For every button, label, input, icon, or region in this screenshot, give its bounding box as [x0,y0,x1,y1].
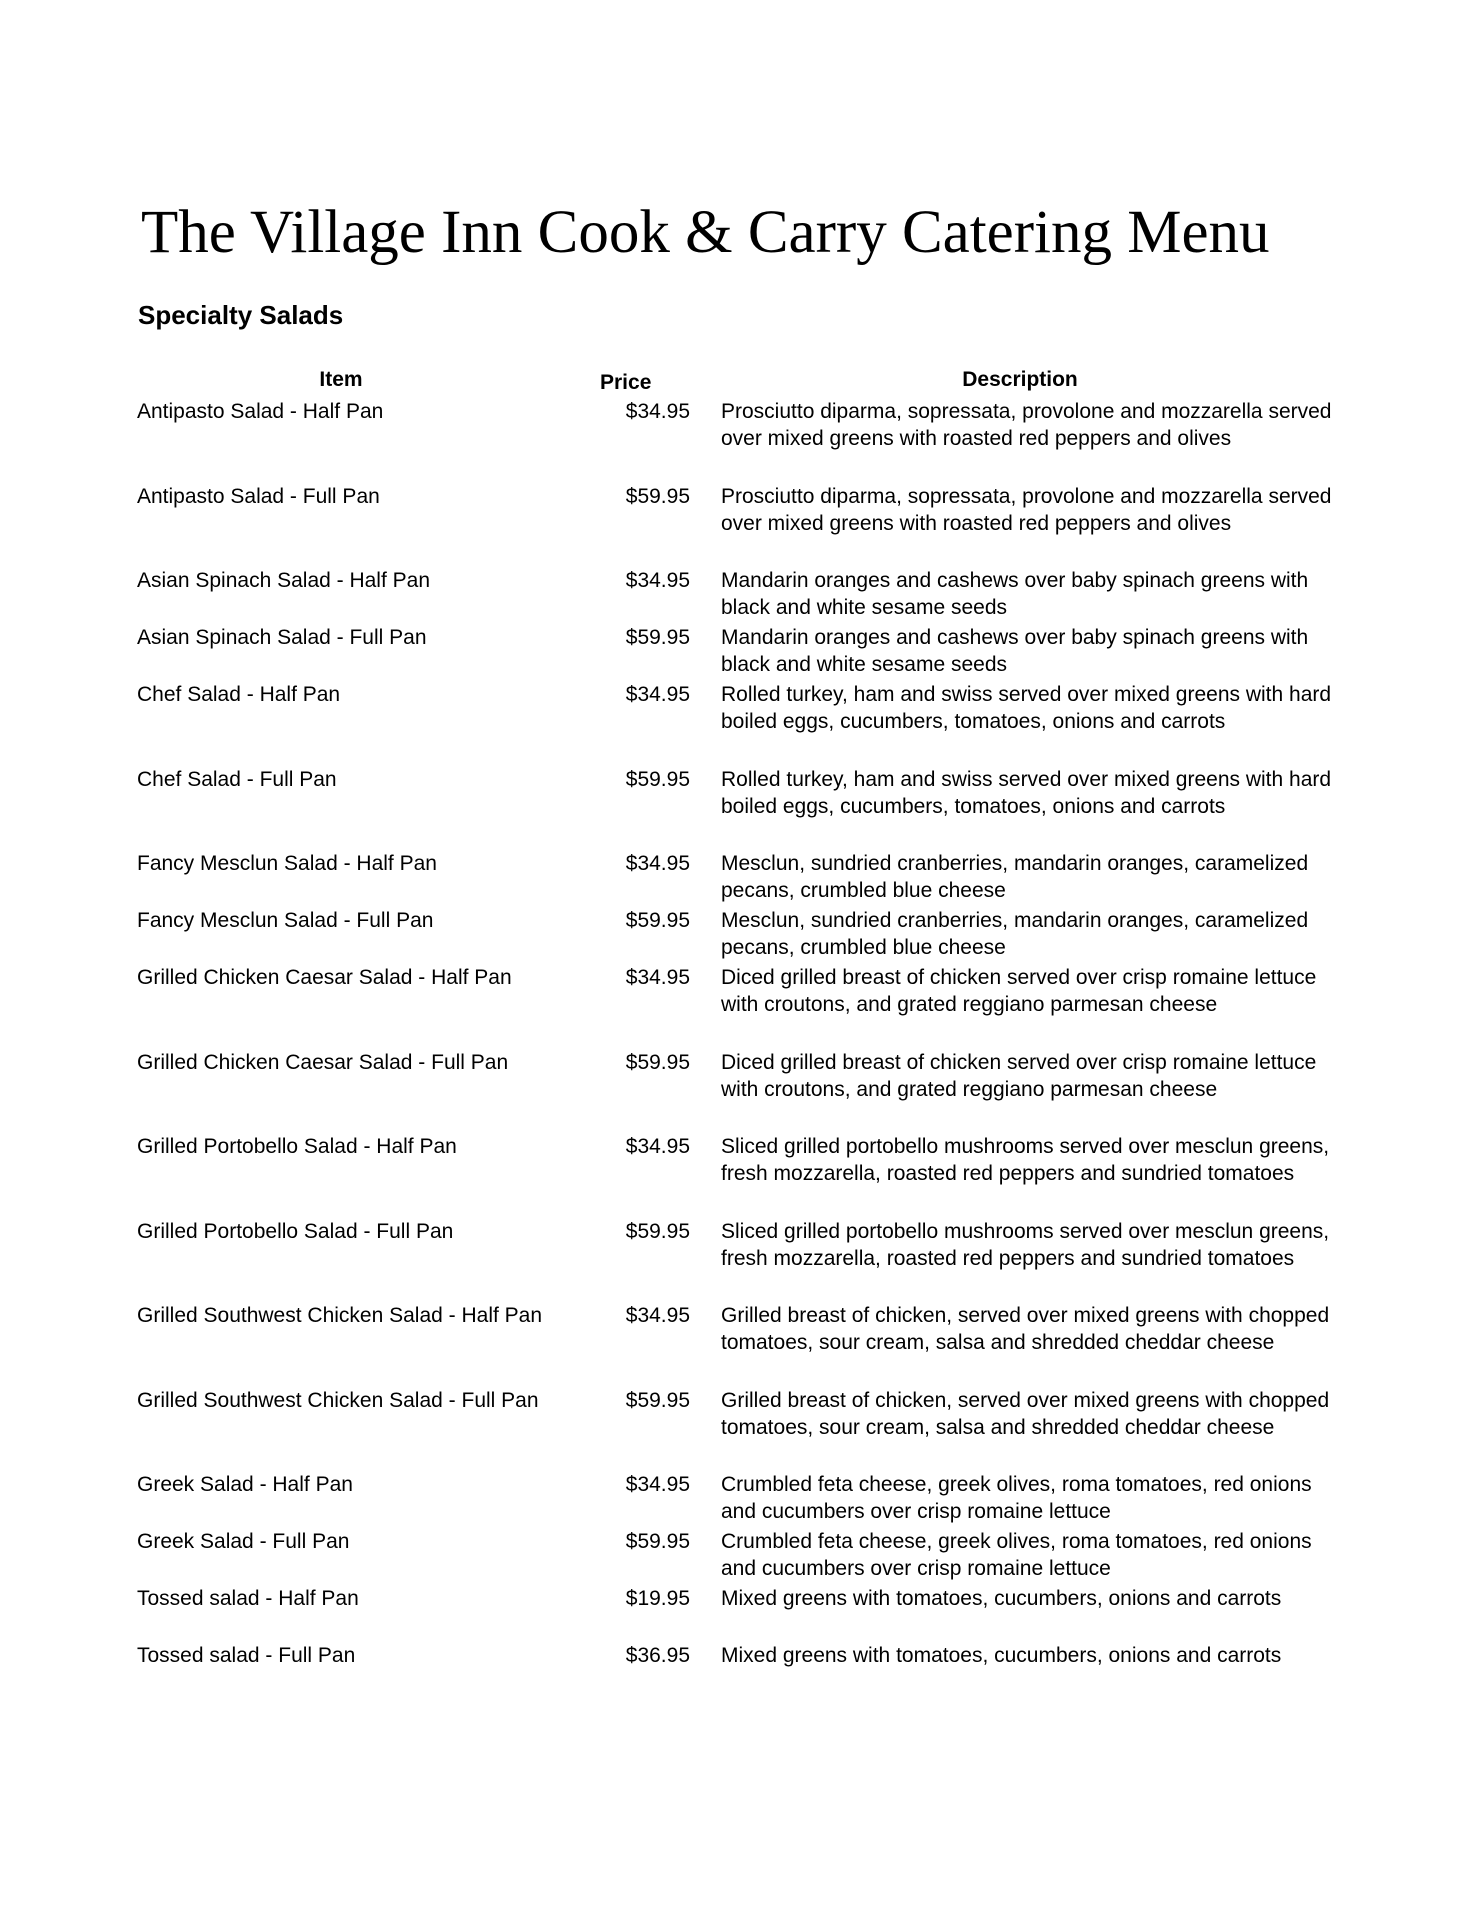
item-name: Asian Spinach Salad - Full Pan [137,626,427,649]
table-row [0,766,1484,851]
item-description: Rolled turkey, ham and swiss served over mixed greens with hard boiled eggs, cucumbers, tomatoes, onions and carrots [721,683,1332,733]
table-row [0,1049,1484,1134]
item-name: Fancy Mesclun Salad - Full Pan [137,909,434,932]
item-name: Tossed salad - Half Pan [137,1587,359,1610]
section-heading: Specialty Salads [138,300,344,330]
item-price: $59.95 [625,484,690,508]
header-price: Price [600,371,652,394]
item-name: Antipasto Salad - Full Pan [137,484,380,508]
item-description: Mandarin oranges and cashews over baby spinach greens with black and white sesame seeds [721,626,1309,676]
item-price: $59.95 [625,1530,690,1553]
table-row [0,567,1484,624]
item-description: Mesclun, sundried cranberries, mandarin oranges, caramelized pecans, crumbled blue cheese [721,909,1309,959]
menu-table [0,364,1484,1699]
header-item: Item [319,368,363,391]
page-title: The Village Inn Cook & Carry Catering Menu [141,199,1270,266]
table-row [0,1585,1484,1642]
item-price: $34.95 [625,400,690,423]
item-description: Crumbled feta cheese, greek olives, roma tomatoes, red onions and cucumbers over crisp romaine lettuce [721,1530,1312,1580]
item-description: Sliced grilled portobello mushrooms served over mesclun greens, fresh mozzarella, roasted red peppers and sundried tomatoes [721,1219,1330,1270]
item-price: $59.95 [625,1050,690,1074]
item-name: Greek Salad - Full Pan [137,1530,350,1553]
item-description: Diced grilled breast of chicken served over crisp romaine lettuce with croutons, and grated reggiano parmesan cheese [721,1050,1317,1101]
item-description: Diced grilled breast of chicken served over crisp romaine lettuce with croutons, and grated reggiano parmesan cheese [721,966,1317,1016]
item-description: Mandarin oranges and cashews over baby spinach greens with black and white sesame seeds [721,569,1309,619]
item-price: $34.95 [625,683,690,706]
item-name: Grilled Portobello Salad - Full Pan [137,1219,454,1243]
item-name: Asian Spinach Salad - Half Pan [137,569,431,592]
table-row [0,1133,1484,1218]
table-row [0,398,1484,483]
item-name: Grilled Portobello Salad - Half Pan [137,1135,457,1158]
table-row [0,964,1484,1049]
item-price: $34.95 [625,569,690,592]
item-price: $36.95 [625,1644,690,1667]
item-name: Chef Salad - Full Pan [137,767,337,791]
table-row [0,1528,1484,1585]
item-price: $34.95 [625,1473,690,1496]
item-description: Rolled turkey, ham and swiss served over mixed greens with hard boiled eggs, cucumbers, tomatoes, onions and carrots [721,767,1332,818]
item-description: Crumbled feta cheese, greek olives, roma tomatoes, red onions and cucumbers over crisp romaine lettuce [721,1473,1312,1523]
table-row [0,1218,1484,1303]
item-description: Sliced grilled portobello mushrooms served over mesclun greens, fresh mozzarella, roasted red peppers and sundried tomatoes [721,1135,1330,1185]
item-name: Grilled Chicken Caesar Salad - Half Pan [137,966,512,989]
item-price: $34.95 [625,1304,690,1327]
item-description: Grilled breast of chicken, served over mixed greens with chopped tomatoes, sour cream, salsa and shredded cheddar cheese [721,1304,1330,1354]
header-description: Description [962,368,1078,391]
table-header [0,364,1484,398]
item-price: $59.95 [625,767,690,791]
item-name: Grilled Southwest Chicken Salad - Full Pan [137,1388,539,1412]
item-name: Grilled Southwest Chicken Salad - Half Pan [137,1304,543,1327]
item-price: $59.95 [625,626,690,649]
item-name: Fancy Mesclun Salad - Half Pan [137,852,437,875]
item-description: Mixed greens with tomatoes, cucumbers, onions and carrots [721,1644,1282,1667]
item-description: Prosciutto diparma, sopressata, provolone and mozzarella served over mixed greens with roasted red peppers and olives [721,484,1332,535]
table-row [0,681,1484,766]
item-description: Mesclun, sundried cranberries, mandarin oranges, caramelized pecans, crumbled blue cheese [721,852,1309,902]
item-price: $59.95 [625,909,690,932]
table-row [0,1387,1484,1472]
table-row [0,1302,1484,1387]
item-price: $59.95 [625,1219,690,1243]
item-price: $19.95 [625,1587,690,1610]
item-description: Grilled breast of chicken, served over mixed greens with chopped tomatoes, sour cream, salsa and shredded cheddar cheese [721,1388,1330,1439]
item-name: Tossed salad - Full Pan [137,1644,356,1667]
table-row [0,1642,1484,1699]
item-price: $59.95 [625,1388,690,1412]
item-name: Grilled Chicken Caesar Salad - Full Pan [137,1050,509,1074]
item-price: $34.95 [625,1135,690,1158]
item-name: Antipasto Salad - Half Pan [137,400,384,423]
item-price: $34.95 [625,852,690,875]
table-row [0,907,1484,964]
table-row [0,483,1484,568]
item-price: $34.95 [625,966,690,989]
table-row [0,1471,1484,1528]
item-name: Chef Salad - Half Pan [137,683,341,706]
item-name: Greek Salad - Half Pan [137,1473,353,1496]
item-description: Prosciutto diparma, sopressata, provolone and mozzarella served over mixed greens with roasted red peppers and olives [721,400,1332,450]
item-description: Mixed greens with tomatoes, cucumbers, onions and carrots [721,1587,1282,1610]
table-row [0,624,1484,681]
table-row [0,850,1484,907]
